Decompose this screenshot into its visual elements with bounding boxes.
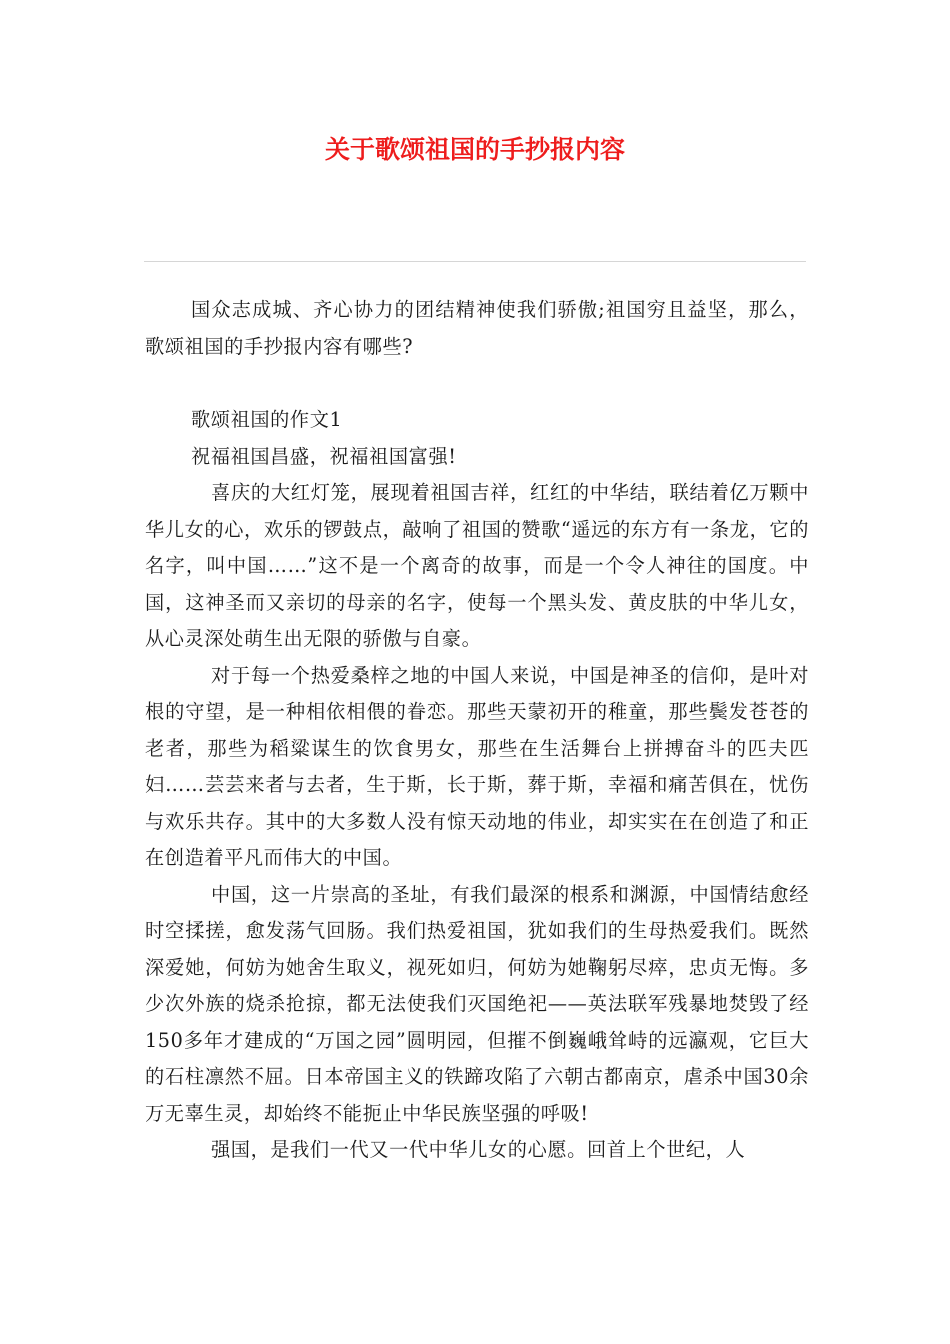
intro-paragraph: 国众志成城、齐心协力的团结精神使我们骄傲;祖国穷且益坚，那么，歌颂祖国的手抄报内容有哪些? xyxy=(145,298,809,358)
body-paragraph-2: 对于每一个热爱桑梓之地的中国人来说，中国是神圣的信仰，是叶对根的守望，是一种相依相偎的眷恋。那些天蒙初开的稚童，那些鬓发苍苍的老者，那些为稻粱谋生的饮食男女，那些在生活舞台上拼搏奋斗的匹夫匹妇……芸芸来者与去者，生于斯，长于斯，葬于斯，幸福和痛苦俱在，忧伤与欢乐共存。其中的大多数人没有惊天动地的伟业，却实实在在创造了和正在创造着平凡而伟大的中国。 xyxy=(145,663,809,869)
document-body xyxy=(145,292,809,1169)
blessing-line: 祝福祖国昌盛，祝福祖国富强! xyxy=(191,444,457,468)
essay-heading: 歌颂祖国的作文1 xyxy=(191,408,343,431)
body-paragraph-1: 喜庆的大红灯笼，展现着祖国吉祥，红红的中华结，联结着亿万颗中华儿女的心，欢乐的锣鼓点，敲响了祖国的赞歌“遥远的东方有一条龙，它的名字，叫中国……”这不是一个离奇的故事，而是一个令人神往的国度。中国，这神圣而又亲切的母亲的名字，使每一个黑头发、黄皮肤的中华儿女，从心灵深处萌生出无限的骄傲与自豪。 xyxy=(145,481,809,650)
paragraph-gap xyxy=(145,365,809,402)
body-paragraph-4: 强国，是我们一代又一代中华儿女的心愿。回首上个世纪，人 xyxy=(211,1138,746,1161)
title-divider xyxy=(144,261,806,262)
body-paragraph-3: 中国，这一片崇高的圣址，有我们最深的根系和渊源，中国情结愈经时空揉搓，愈发荡气回肠。我们热爱祖国，犹如我们的生母热爱我们。既然深爱她，何妨为她舍生取义，视死如归，何妨为她鞠躬尽瘁，忠贞无悔。多少次外族的烧杀抢掠，都无法使我们灭国绝祀——英法联军残暴地焚毁了经150多年才建成的“万国之园”圆明园，但摧不倒巍峨耸峙的远瀛观，它巨大的石柱凛然不屈。日本帝国主义的铁蹄攻陷了六朝古都南京，虐杀中国30余万无辜生灵，却始终不能扼止中华民族坚强的呼吸! xyxy=(145,882,809,1125)
page-title: 关于歌颂祖国的手抄报内容 xyxy=(324,135,625,164)
